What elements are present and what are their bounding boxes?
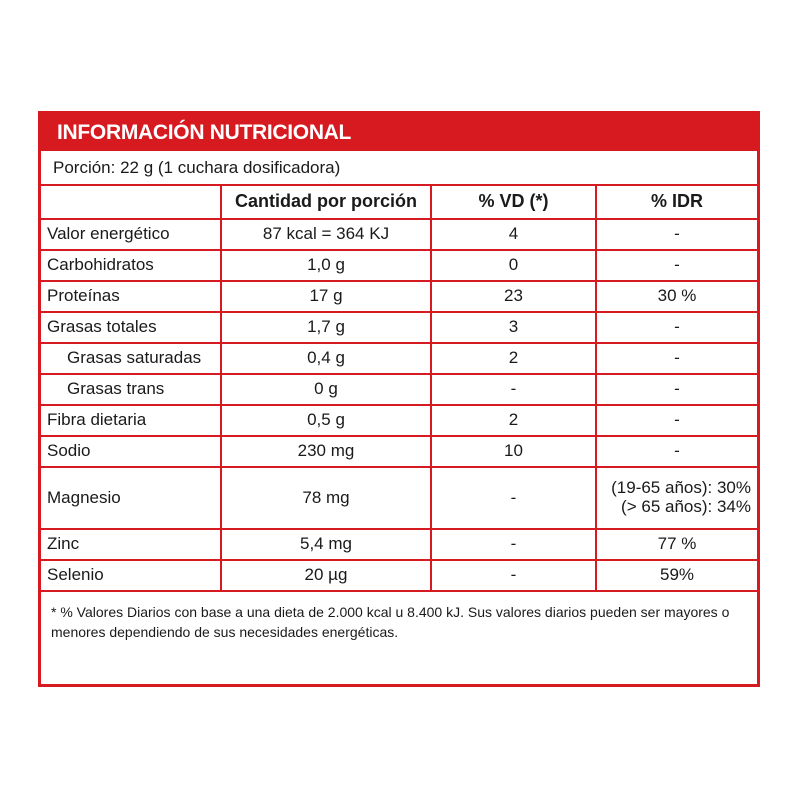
nutrient-idr: 59%: [596, 560, 757, 591]
header-name: [41, 186, 221, 219]
label-title: INFORMACIÓN NUTRICIONAL: [41, 114, 757, 151]
nutrient-name: Valor energético: [41, 219, 221, 250]
table-row: [41, 436, 757, 467]
nutrient-vd: 3: [431, 312, 596, 343]
nutrient-name: Proteínas: [41, 281, 221, 312]
nutrient-quantity: 17 g: [221, 281, 431, 312]
nutrient-vd: -: [431, 560, 596, 591]
nutrient-name: Grasas trans: [41, 374, 221, 405]
nutrient-vd: 23: [431, 281, 596, 312]
nutrient-idr: -: [596, 405, 757, 436]
nutrient-name: Zinc: [41, 529, 221, 560]
idr-line: (19-65 años): 30%: [611, 478, 751, 498]
nutrient-quantity: 20 µg: [221, 560, 431, 591]
table-row: [41, 560, 757, 591]
nutrient-name: Grasas totales: [41, 312, 221, 343]
nutrient-quantity: 0,5 g: [221, 405, 431, 436]
nutrient-name: Grasas saturadas: [41, 343, 221, 374]
nutrient-vd: 10: [431, 436, 596, 467]
table-row: [41, 343, 757, 374]
table-row: [41, 467, 757, 529]
nutrition-table: [41, 186, 757, 592]
footnote: * % Valores Diarios con base a una dieta de 2.000 kcal u 8.400 kJ. Sus valores diarios pueden ser mayores o menores dependiendo de sus necesidades energéticas.: [51, 604, 730, 641]
nutrient-quantity: 5,4 mg: [221, 529, 431, 560]
nutrient-vd: -: [431, 467, 596, 529]
nutrient-idr: -: [596, 436, 757, 467]
header-quantity: Cantidad por porción: [221, 186, 431, 219]
table-row: [41, 312, 757, 343]
nutrient-name: Magnesio: [41, 467, 221, 529]
table-row: [41, 405, 757, 436]
nutrient-quantity: 78 mg: [221, 467, 431, 529]
nutrient-name: Carbohidratos: [41, 250, 221, 281]
nutrient-quantity: 230 mg: [221, 436, 431, 467]
nutrient-quantity: 0,4 g: [221, 343, 431, 374]
nutrient-name: Sodio: [41, 436, 221, 467]
nutrient-idr: [596, 467, 757, 529]
nutrient-name: Selenio: [41, 560, 221, 591]
table-row: [41, 281, 757, 312]
nutrient-idr: -: [596, 374, 757, 405]
nutrient-idr: 77 %: [596, 529, 757, 560]
nutrient-idr: -: [596, 219, 757, 250]
nutrient-quantity: 1,7 g: [221, 312, 431, 343]
table-row: [41, 250, 757, 281]
table-row: [41, 219, 757, 250]
nutrient-vd: 2: [431, 343, 596, 374]
nutrient-idr: -: [596, 312, 757, 343]
nutrient-quantity: 87 kcal = 364 KJ: [221, 219, 431, 250]
nutrient-quantity: 1,0 g: [221, 250, 431, 281]
header-idr: % IDR: [596, 186, 757, 219]
nutrient-quantity: 0 g: [221, 374, 431, 405]
table-row: [41, 529, 757, 560]
header-vd: % VD (*): [431, 186, 596, 219]
table-header-row: [41, 186, 757, 219]
nutrient-vd: -: [431, 374, 596, 405]
nutrient-vd: 4: [431, 219, 596, 250]
nutrition-label: [38, 111, 760, 687]
nutrient-vd: 2: [431, 405, 596, 436]
table-row: [41, 374, 757, 405]
nutrient-idr: -: [596, 250, 757, 281]
idr-line: (> 65 años): 34%: [621, 497, 751, 516]
nutrient-idr: -: [596, 343, 757, 374]
nutrient-idr: 30 %: [596, 281, 757, 312]
nutrient-name: Fibra dietaria: [41, 405, 221, 436]
nutrient-vd: -: [431, 529, 596, 560]
nutrient-vd: 0: [431, 250, 596, 281]
portion-size: Porción: 22 g (1 cuchara dosificadora): [41, 151, 757, 186]
